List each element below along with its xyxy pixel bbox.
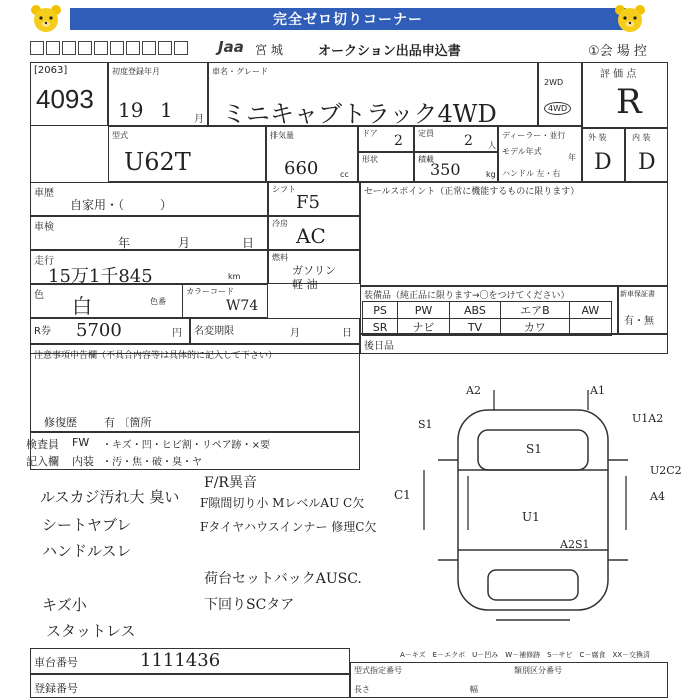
name-change-label: 名変期限: [194, 326, 234, 337]
equip-aw: AW: [569, 302, 611, 319]
tick-boxes: [30, 40, 190, 59]
note-line: スタットレス: [46, 622, 136, 640]
lot-code: [2063]: [34, 65, 68, 76]
diagram-mark: A2S1: [560, 538, 590, 551]
cooler-value: AC: [296, 224, 326, 248]
first-reg-month: 1: [160, 98, 173, 122]
legend: A－キズ E－エクボ U－凹み W－補修跡 S－サビ C－腐食 XX－交換済: [400, 651, 651, 659]
name-change-day: 日: [342, 328, 352, 339]
mileage-label: 走行: [34, 256, 54, 267]
type-class-label: 類別区分番号: [514, 666, 562, 675]
plate-label: 登録番号: [34, 682, 78, 695]
diagram-mark: A1: [590, 384, 605, 397]
note-line: 下回りSCタア: [204, 597, 295, 613]
recorder-label: 記入欄: [26, 455, 59, 468]
doors-label: ドア: [362, 129, 378, 138]
inspector-label: 検査員: [26, 438, 59, 451]
load-value: 350: [430, 160, 461, 179]
cc-unit: cc: [340, 170, 349, 179]
equip-ps: PS: [363, 302, 398, 319]
history-value: 自家用・（ ）: [70, 198, 173, 212]
repair-label: 修復歴: [44, 416, 77, 429]
sales-point-cell: [360, 182, 668, 286]
score-value: R: [616, 82, 642, 122]
shift-label: シフト: [272, 185, 296, 194]
bear-mascot-icon: [612, 4, 648, 34]
drive-2wd: 2WD: [544, 78, 564, 87]
equip-sr: SR: [363, 319, 398, 336]
load-label: 積載: [418, 155, 434, 164]
drive-cell: [538, 62, 582, 126]
note-line: F/R異音: [204, 475, 257, 491]
equip-abs: ABS: [449, 302, 500, 319]
shift-value: F5: [296, 192, 320, 213]
name-change-month: 月: [290, 328, 300, 339]
inspection-label: 車検: [34, 222, 54, 233]
note-line: ハンドルスレ: [42, 542, 132, 560]
note-line: Fタイヤハウスインナー 修理C欠: [200, 520, 377, 534]
equipment-table: [362, 301, 612, 336]
model-value: U62T: [124, 148, 191, 176]
reg-no-value: 1111436: [140, 650, 221, 671]
car-name-label: 車名・グレード: [212, 67, 268, 76]
color-code-value: W74: [226, 298, 259, 314]
diagram-mark: C1: [394, 488, 411, 502]
equip-pw: PW: [398, 302, 450, 319]
interior-row-label: 内装: [72, 455, 94, 468]
history-label: 車歴: [34, 188, 54, 199]
interior-value: D: [638, 150, 656, 175]
color-label: 色: [34, 290, 44, 301]
venue-label: ①会 場 控: [588, 44, 647, 59]
equipment-label: 装備品（純正品に限ります→〇をつけてください）: [364, 291, 570, 301]
year-unit: 年: [568, 153, 576, 162]
equip-leather: カワ: [501, 319, 570, 336]
exterior-value: D: [594, 150, 612, 175]
model-label: 型式: [112, 131, 128, 140]
diagram-mark: A2: [466, 384, 481, 397]
handle-label: ハンドル 左・右: [502, 169, 561, 178]
r-value: 5700: [76, 320, 122, 341]
bear-mascot-icon: [28, 4, 64, 34]
displacement-value: 660: [284, 158, 319, 179]
equip-tv: TV: [449, 319, 500, 336]
interior-items: ・汚・焦・破・臭・ヤ: [102, 457, 202, 468]
note-line: 荷台セットバックAUSC.: [204, 571, 362, 587]
person-unit: 人: [488, 141, 496, 150]
fw-items: ・キズ・凹・ヒビ割・リペア跡・×要: [102, 440, 270, 451]
model-designation-label: 型式指定番号: [354, 666, 402, 675]
width-label: 幅: [470, 685, 478, 694]
drive-4wd: 4WD: [544, 102, 571, 115]
km-unit: km: [228, 272, 241, 281]
inspection-cell: [30, 216, 268, 250]
diagram-mark: U2C2: [650, 464, 682, 477]
after-market-cell: [360, 334, 668, 354]
capacity-label: 定員: [418, 129, 434, 138]
length-label: 長さ: [354, 685, 370, 694]
yen-unit: 円: [172, 328, 182, 339]
shape-label: 形状: [362, 155, 378, 164]
after-market-label: 後日品: [364, 341, 394, 352]
r-label: R券: [34, 326, 51, 337]
month-unit: 月: [194, 114, 204, 125]
lot-number: 4093: [36, 84, 94, 114]
warranty-label: 新車保証書: [620, 290, 655, 298]
inspection-month: 月: [178, 236, 191, 250]
repair-value: 有 〔箇所: [104, 416, 152, 429]
displacement-label: 排気量: [270, 131, 294, 140]
diagram-mark: S1: [526, 442, 542, 456]
diagram-mark: A4: [650, 490, 665, 503]
inspection-year: 年: [118, 236, 131, 250]
sales-point-label: セールスポイント（正常に機能するものに限ります）: [364, 187, 580, 197]
cooler-label: 冷房: [272, 219, 288, 228]
doors-value: 2: [394, 133, 403, 149]
diagram-mark: S1: [418, 418, 433, 431]
first-reg-label: 初度登録年月: [112, 67, 160, 76]
note-line: キズ小: [42, 596, 87, 614]
dealer-label: ディーラー・並行: [502, 131, 566, 140]
equip-airbag: エアB: [501, 302, 570, 319]
inspection-day: 日: [242, 236, 255, 250]
note-line: シートヤブレ: [42, 516, 132, 534]
page-title: 完全ゼロ切りコーナー: [70, 8, 626, 30]
model-year-label: モデル年式: [502, 147, 542, 156]
fw-label: FW: [72, 436, 90, 449]
kg-unit: kg: [486, 170, 496, 179]
note-line: ルスカジ汚れ大 臭い: [40, 488, 180, 506]
color-code-label: カラーコード: [186, 287, 234, 296]
fuel-label: 燃料: [272, 253, 288, 262]
equip-empty: [569, 319, 611, 336]
color-value: 白: [72, 294, 92, 318]
note-line: F隙間切り小 MレベルAU C欠: [200, 496, 365, 510]
capacity-value: 2: [464, 133, 473, 149]
notes-label: 注意事項申告欄（不具合内容等は具体的に記入して下さい）: [34, 351, 278, 361]
plate-cell: [30, 674, 350, 698]
fuel-diesel: 軽 油: [292, 278, 318, 291]
interior-label: 内 装: [632, 133, 651, 142]
org-sub: 宮 城: [255, 43, 283, 57]
org-logo: Jaa: [218, 38, 244, 56]
first-reg-value: 19: [118, 98, 144, 122]
color-no-label: 色番: [150, 297, 166, 306]
fuel-gas: ガソリン: [292, 264, 336, 277]
equip-navi: ナビ: [398, 319, 450, 336]
car-name-value: ミニキャブトラック4WD: [222, 100, 497, 128]
warranty-value: 有・無: [624, 316, 654, 327]
diagram-mark: U1A2: [632, 412, 664, 425]
mileage-value: 15万1千845: [48, 266, 153, 287]
diagram-mark: U1: [522, 510, 540, 524]
color-code-cell: [182, 284, 268, 318]
reg-no-label: 車台番号: [34, 656, 78, 669]
form-title: オークション出品申込書: [318, 44, 461, 59]
exterior-label: 外 装: [588, 133, 607, 142]
score-label: 評 価 点: [600, 69, 637, 80]
